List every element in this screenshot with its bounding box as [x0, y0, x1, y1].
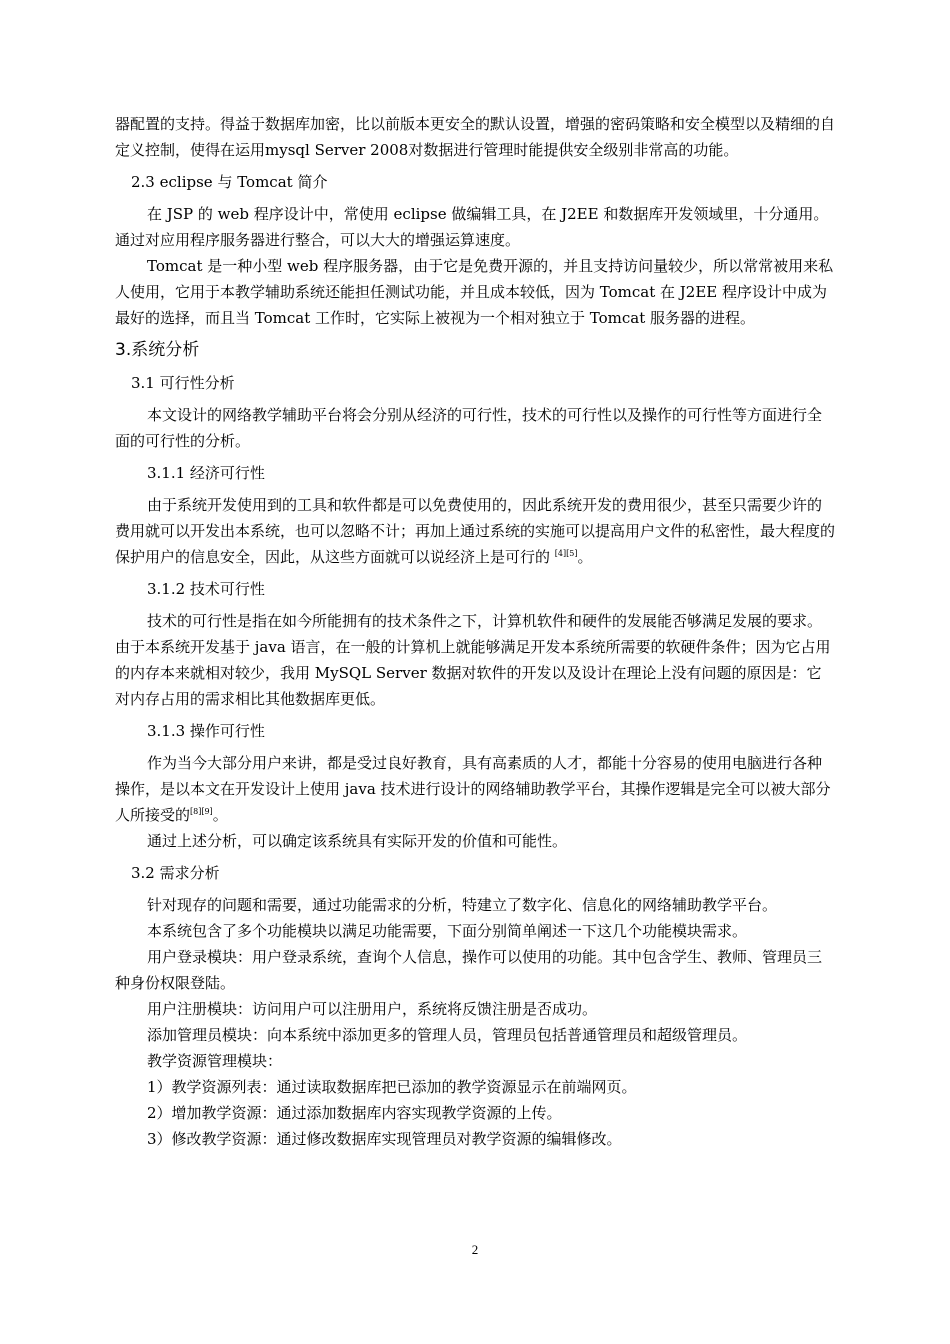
heading-chapter-3: 3.系统分析	[115, 340, 200, 360]
list-item: 3）修改教学资源：通过修改数据库实现管理员对教学资源的编辑修改。	[147, 1130, 622, 1148]
heading-3-2: 3.2 需求分析	[131, 864, 220, 882]
paragraph-login-module: 用户登录模块：用户登录系统，查询个人信息，操作可以使用的功能。其中包含学生、教师、管理员三种身份权限登陆。	[115, 948, 823, 992]
heading-3-1-3: 3.1.3 操作可行性	[147, 722, 265, 740]
paragraph-tomcat: Tomcat 是一种小型 web 程序服务器，由于它是免费开源的，并且支持访问量较少，所以常常被用来私人使用，它用于本教学辅助系统还能担任测试功能，并且成本较低，因为 Tomcat 在 J2EE 程序设计中成为最好的选择，而且当 Tomcat 工作时，它实际上被视为一个相对独立于 Tomcat 服务器的进程。	[115, 257, 834, 327]
paragraph-requirements-2: 本系统包含了多个功能模块以满足功能需要，下面分别简单阐述一下这几个功能模块需求。	[147, 922, 748, 940]
paragraph-eclipse: 在 JSP 的 web 程序设计中，常使用 eclipse 做编辑工具，在 J2EE 和数据库开发领域里，十分通用。通过对应用程序服务器进行整合，可以大大的增强运算速度。	[115, 205, 829, 249]
paragraph-intro: 器配置的支持。得益于数据库加密，比以前版本更安全的默认设置，增强的密码策略和安全模型以及精细的自定义控制，使得在运用mysql Server 2008对数据进行管理时能提供安全级别非常高的功能。	[115, 115, 836, 159]
list-item: 2）增加教学资源：通过添加数据库内容实现教学资源的上传。	[147, 1104, 562, 1122]
paragraph-economic	[115, 492, 835, 570]
list-item: 1）教学资源列表：通过读取数据库把已添加的教学资源显示在前端网页。	[147, 1078, 637, 1096]
paragraph-operational-tail: 。	[212, 806, 228, 824]
paragraph-conclusion: 通过上述分析，可以确定该系统具有实际开发的价值和可能性。	[147, 832, 568, 850]
citation-4-5: [4][5]	[554, 549, 578, 558]
paragraph-resource-module: 教学资源管理模块：	[147, 1052, 283, 1070]
paragraph-economic-text: 由于系统开发使用到的工具和软件都是可以免费使用的，因此系统开发的费用很少，甚至只需要少许的费用就可以开发出本系统，也可以忽略不计；再加上通过系统的实施可以提高用户文件的私密性，最大程度的保护用户的信息安全，因此，从这些方面就可以说经济上是可行的	[115, 496, 836, 566]
paragraph-economic-tail: 。	[577, 548, 593, 566]
paragraph-admin-module: 添加管理员模块：向本系统中添加更多的管理人员，管理员包括普通管理员和超级管理员。	[147, 1026, 748, 1044]
paragraph-operational	[115, 750, 835, 828]
paragraph-register-module: 用户注册模块：访问用户可以注册用户，系统将反馈注册是否成功。	[147, 1000, 598, 1018]
document-page	[115, 111, 835, 1152]
paragraph-technical: 技术的可行性是指在如今所能拥有的技术条件之下，计算机软件和硬件的发展能否够满足发展的要求。由于本系统开发基于 java 语言，在一般的计算机上就能够满足开发本系统所需要的软硬件条件；因为它占用的内存本来就相对较少，我用 MySQL Server 数据对软件的开发以及设计在理论上没有问题的原因是：它对内存占用的需求相比其他数据库更低。	[115, 612, 831, 708]
heading-3-1-1: 3.1.1 经济可行性	[147, 464, 265, 482]
heading-3-1: 3.1 可行性分析	[131, 374, 235, 392]
citation-8-9: [8][9]	[190, 807, 213, 816]
paragraph-operational-text: 作为当今大部分用户来讲，都是受过良好教育，具有高素质的人才，都能十分容易的使用电脑进行各种操作，是以本文在开发设计上使用 java 技术进行设计的网络辅助教学平台，其操作逻辑是完全可以被大部分人所接受的	[115, 754, 831, 824]
paragraph-feasibility-intro: 本文设计的网络教学辅助平台将会分别从经济的可行性，技术的可行性以及操作的可行性等方面进行全面的可行性的分析。	[115, 406, 823, 450]
page-number: 2	[471, 1242, 479, 1257]
heading-3-1-2: 3.1.2 技术可行性	[147, 580, 265, 598]
paragraph-requirements-1: 针对现存的问题和需要，通过功能需求的分析，特建立了数字化、信息化的网络辅助教学平台。	[147, 896, 778, 914]
heading-2-3: 2.3 eclipse 与 Tomcat 简介	[131, 173, 328, 191]
